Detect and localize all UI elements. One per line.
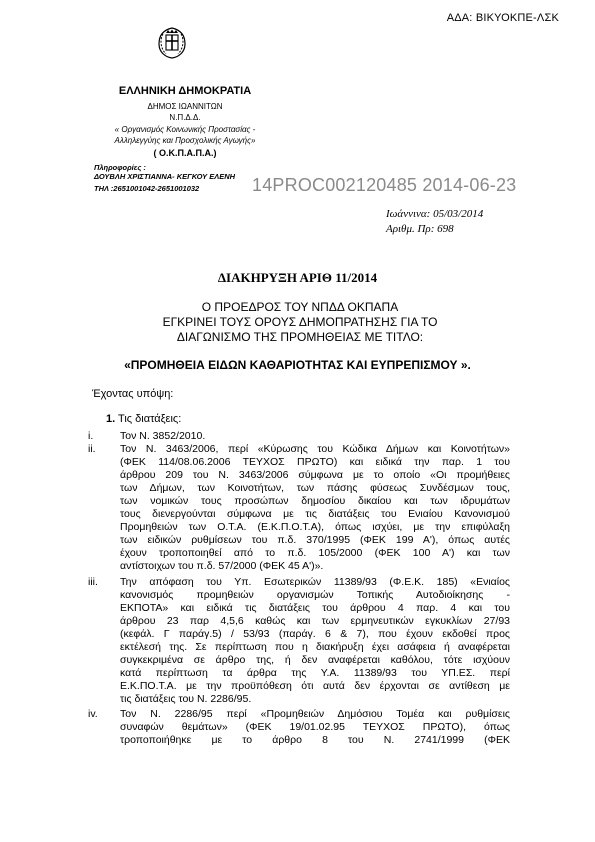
point-1-text: Τις διατάξεις:: [118, 413, 182, 425]
item-text-line: Τον Ν. 3852/2010.: [120, 430, 206, 442]
item-text-line: τροποποιήθηκε με το άρθρο 8 του Ν. 2741/1999 (ΦΕΚ: [120, 734, 510, 746]
item-text-line: εκτέλεσή της. Σε περίπτωση που η διακήρυξη έχει ασάφεια ή αναφέρεται: [120, 641, 510, 653]
item-text-line: των νομικών τους προσώπων δημοσίου δικαίου και των ιδρυμάτων: [120, 495, 510, 507]
header-organization-line2: Αλληλεγγύης και Προσχολικής Αγωγής»: [114, 136, 256, 145]
item-text-line: Τον Ν. 3463/2006, περί «Κύρωσης του Κώδικα Δήμων και Κοινοτήτων»: [120, 443, 510, 455]
point-1: [106, 413, 181, 425]
intro-line: ΕΓΚΡΙΝΕΙ ΤΟΥΣ ΟΡΟΥΣ ΔΗΜΟΠΡΑΤΗΣΗΣ ΓΙΑ ΤΟ: [162, 315, 438, 329]
item-text-line: (ΦΕΚ 114/08.06.2006 ΤΕΥΧΟΣ ΠΡΩΤΟ) και ειδικά την παρ. 1 του: [120, 456, 510, 468]
item-number: i.: [88, 430, 94, 442]
considerations-lead: Έχοντας υπόψη:: [92, 388, 174, 400]
protocol-number: Αριθμ. Πρ: 698: [386, 223, 454, 235]
header-title: ΕΛΛΗΝΙΚΗ ΔΗΜΟΚΡΑΤΙΑ: [118, 85, 252, 97]
item-text-line: έχουν τροποποιηθεί από το π.δ. 105/2000 (ΦΕΚ 100 Α') και των: [120, 547, 510, 559]
header-municipality: ΔΗΜΟΣ ΙΩΑΝΝΙΤΩΝ: [147, 102, 223, 111]
declaration-title: ΔΙΑΚΗΡΥΞΗ ΑΡΙΘ 11/2014: [217, 270, 378, 285]
item-text-line: Τον Ν. 2286/95 περί «Προμηθειών Δημόσιου Τομέα και ρυθμίσεις: [120, 708, 510, 720]
item-text-line: τις διατάξεις του Ν. 2286/95.: [120, 693, 252, 705]
document-date: Ιωάννινα: 05/03/2014: [386, 208, 484, 220]
item-text-line: κατά περίπτωση τα άρθρα της Υ.Α. 11389/93 του ΥΠ.ΕΣ. περί: [120, 667, 510, 679]
item-text-line: των Δήμων, των Κοινοτήτων, των πάσης φύσεως Συνδέσμων τους,: [120, 482, 510, 494]
item-text-line: Την απόφαση του Υπ. Εσωτερικών 11389/93 (Φ.Ε.Κ. 185) «Ενιαίος: [120, 576, 510, 588]
info-label: Πληροφορίες :: [94, 163, 146, 172]
item-text-line: συναφών θεμάτων» (ΦΕΚ 19/01.02.95 ΤΕΥΧΟΣ ΠΡΩΤΟ), όπως: [120, 721, 510, 733]
item-text-line: αντίστοιχων του π.δ. 57/2000 (ΦΕΚ 45 Α')».: [120, 560, 324, 572]
item-text-line: των ειδικών ρυθμίσεων του π.δ. 370/1995 (ΦΕΚ 199 Α'), όπως αυτές: [120, 534, 510, 546]
intro-line: Ο ΠΡΟΕΔΡΟΣ ΤΟΥ ΝΠΔΔ ΟΚΠΑΠΑ: [201, 300, 399, 314]
greek-state-emblem-icon: [154, 24, 190, 60]
item-text-line: τους διενεργούνται σύμφωνα με τις διατάξεις του Ενιαίου Κανονισμού: [120, 508, 510, 520]
item-number: ii.: [88, 443, 96, 455]
item-number: iv.: [88, 708, 98, 720]
header-abbreviation: ( Ο.Κ.Π.Α.Π.Α.): [153, 148, 217, 158]
item-text-line: κανονισμός προμηθειών οργανισμών Τοπικής Αυτοδιοίκησης -: [120, 589, 510, 601]
ada-code: ΑΔΑ: ΒΙΚΥΟΚΠΕ-ΛΣΚ: [446, 12, 559, 24]
item-text-line: άρθρου 23 παρ 4,5,6 καθώς και των ερμηνευτικών εγκυκλίων 27/93: [120, 615, 510, 627]
item-text-line: άρθρου 209 του Ν. 3463/2006 σύμφωνα με το οποίο «Οι προμήθειες: [120, 469, 510, 481]
header-organization-line1: « Οργανισμός Κοινωνικής Προστασίας -: [114, 125, 256, 134]
item-text-line: ΕΚΠΟΤΑ» και ειδικά τις διατάξεις του άρθρου 4 παρ. 4 και του: [120, 602, 510, 614]
info-contact-names: ΔΟΥΒΛΗ ΧΡΙΣΤΙΑΝΝΑ- ΚΕΓΚΟΥ ΕΛΕΝΗ: [94, 172, 236, 181]
item-number: iii.: [88, 576, 98, 588]
item-text-line: Ε.Κ.ΠΟ.Τ.Α. με την προϋπόθεση ότι αυτά δεν έρχονται σε αντίθεση με: [120, 680, 510, 692]
document-stamp: 14PROC002120485 2014-06-23: [252, 175, 517, 195]
info-phone: ΤΗΛ :2651001042-2651001032: [94, 184, 200, 193]
intro-line: ΔΙΑΓΩΝΙΣΜΟ ΤΗΣ ΠΡΟΜΗΘΕΙΑΣ ΜΕ ΤΙΤΛΟ:: [176, 330, 424, 344]
item-text-line: συγκεκριμένα σε άρθρο της, ή δεν αναφέρεται καθόλου, τότε ισχύουν: [120, 654, 510, 666]
item-text-line: (κεφάλ. Γ παράγ.5) / 53/93 (παράγ. 6 & 7), που έχουν εκδοθεί προς: [120, 628, 510, 640]
item-text-line: Προμηθειών των Ο.Τ.Α. (Ε.Κ.Π.Ο.Τ.Α), όπως ισχύει, με την επιφύλαξη: [120, 521, 510, 533]
point-1-number: 1.: [106, 413, 116, 425]
header-entity-type: Ν.Π.Δ.Δ.: [169, 113, 201, 122]
tender-subject: «ΠΡΟΜΗΘΕΙΑ ΕΙΔΩΝ ΚΑΘΑΡΙΟΤΗΤΑΣ ΚΑΙ ΕΥΠΡΕΠΙΣΜΟΥ ».: [124, 358, 471, 372]
